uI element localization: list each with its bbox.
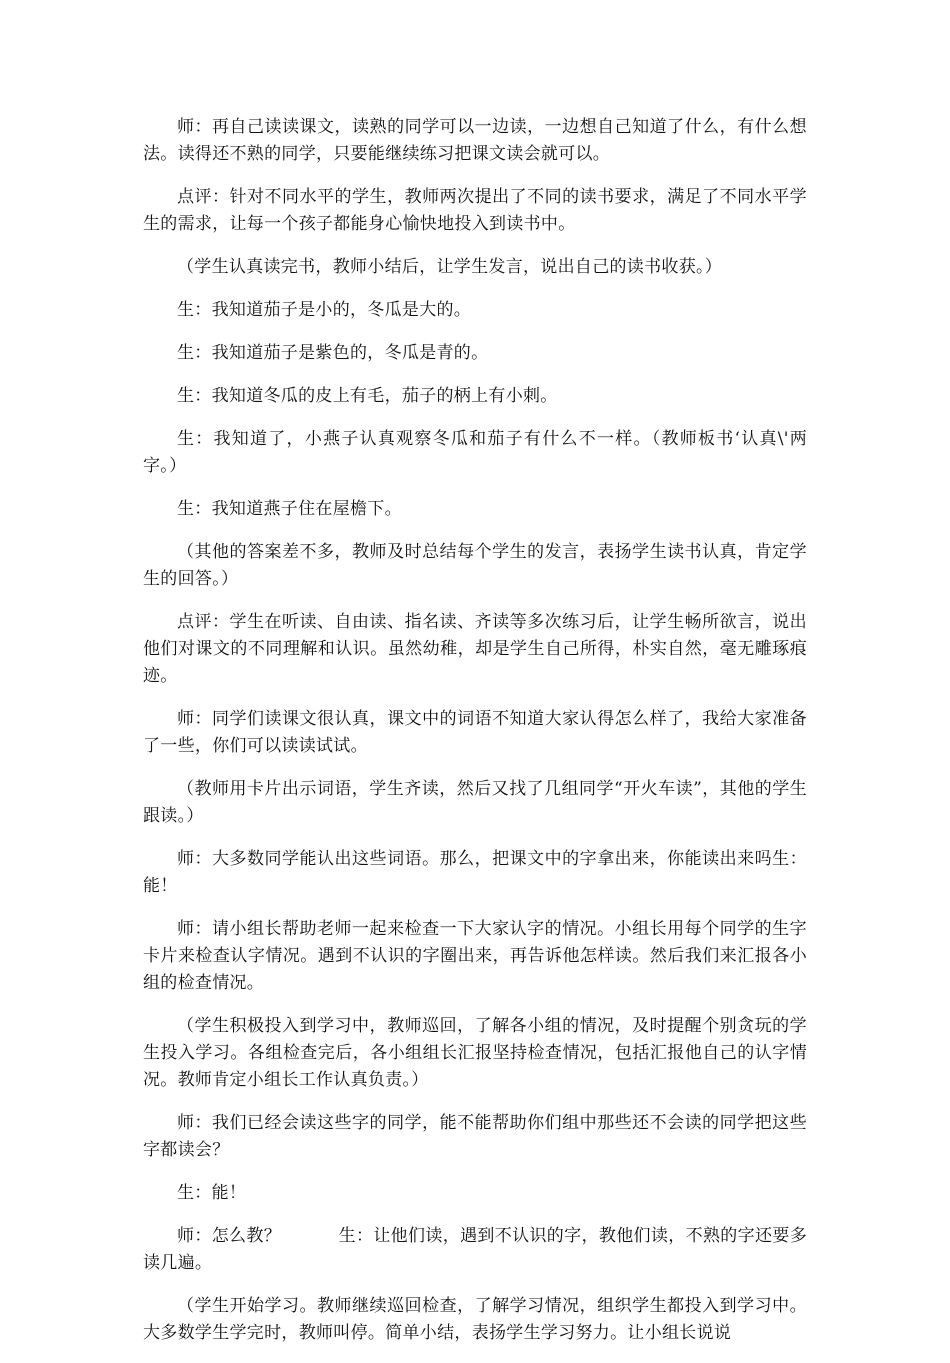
document-body	[143, 114, 807, 1363]
paragraph-17: 生：能！	[177, 1183, 247, 1203]
paragraph-13: 师：大多数同学能认出这些词语。那么，把课文中的字拿出来，你能读出来吗生：能！	[143, 849, 807, 896]
paragraph-12: （教师用卡片出示词语，学生齐读，然后又找了几组同学“开火车读”，其他的学生跟读。）	[143, 779, 807, 826]
paragraph-3: （学生认真读完书，教师小结后，让学生发言，说出自己的读书收获。）	[177, 257, 723, 277]
paragraph-9: （其他的答案差不多，教师及时总结每个学生的发言，表扬学生读书认真，肯定学生的回答。）	[143, 542, 807, 589]
paragraph-6: 生：我知道冬瓜的皮上有毛，茄子的柄上有小刺。	[177, 386, 558, 406]
paragraph-14: 师：请小组长帮助老师一起来检查一下大家认字的情况。小组长用每个同学的生字卡片来检查认字情况。遇到不认识的字圈出来，再告诉他怎样读。然后我们来汇报各小组的检查情况。	[143, 919, 807, 993]
paragraph-11: 师：同学们读课文很认真，课文中的词语不知道大家认得怎么样了，我给大家准备了一些，你们可以读读试试。	[143, 709, 807, 756]
paragraph-5: 生：我知道茄子是紫色的，冬瓜是青的。	[177, 343, 489, 363]
paragraph-8: 生：我知道燕子住在屋檐下。	[177, 499, 402, 519]
paragraph-1: 师：再自己读读课文，读熟的同学可以一边读，一边想自己知道了什么，有什么想法。读得还不熟的同学，只要能继续练习把课文读会就可以。	[143, 117, 807, 164]
paragraph-4: 生：我知道茄子是小的，冬瓜是大的。	[177, 300, 472, 320]
paragraph-2: 点评：针对不同水平的学生，教师两次提出了不同的读书要求，满足了不同水平学生的需求，让每一个孩子都能身心愉快地投入到读书中。	[143, 187, 807, 234]
paragraph-10: 点评：学生在听读、自由读、指名读、齐读等多次练习后，让学生畅所欲言，说出他们对课文的不同理解和认识。虽然幼稚，却是学生自己所得，朴实自然，毫无雕琢痕迹。	[143, 612, 807, 686]
paragraph-19: （学生开始学习。教师继续巡回检查，了解学习情况，组织学生都投入到学习中。大多数学生学完时，教师叫停。简单小结，表扬学生学习努力。让小组长说说	[143, 1296, 807, 1343]
paragraph-15: （学生积极投入到学习中，教师巡回，了解各小组的情况，及时提醒个别贪玩的学生投入学习。各组检查完后，各小组组长汇报坚持检查情况，包括汇报他自己的认字情况。教师肯定小组长工作认真负责。）	[143, 1016, 807, 1090]
paragraph-16: 师：我们已经会读这些字的同学，能不能帮助你们组中那些还不会读的同学把这些字都读会？	[143, 1113, 807, 1160]
paragraph-7: 生：我知道了，小燕子认真观察冬瓜和茄子有什么不一样。（教师板书‘认真\'两字。）	[143, 429, 807, 476]
paragraph-18: 师：怎么教？ 生：让他们读，遇到不认识的字，教他们读，不熟的字还要多读几遍。	[143, 1226, 807, 1273]
